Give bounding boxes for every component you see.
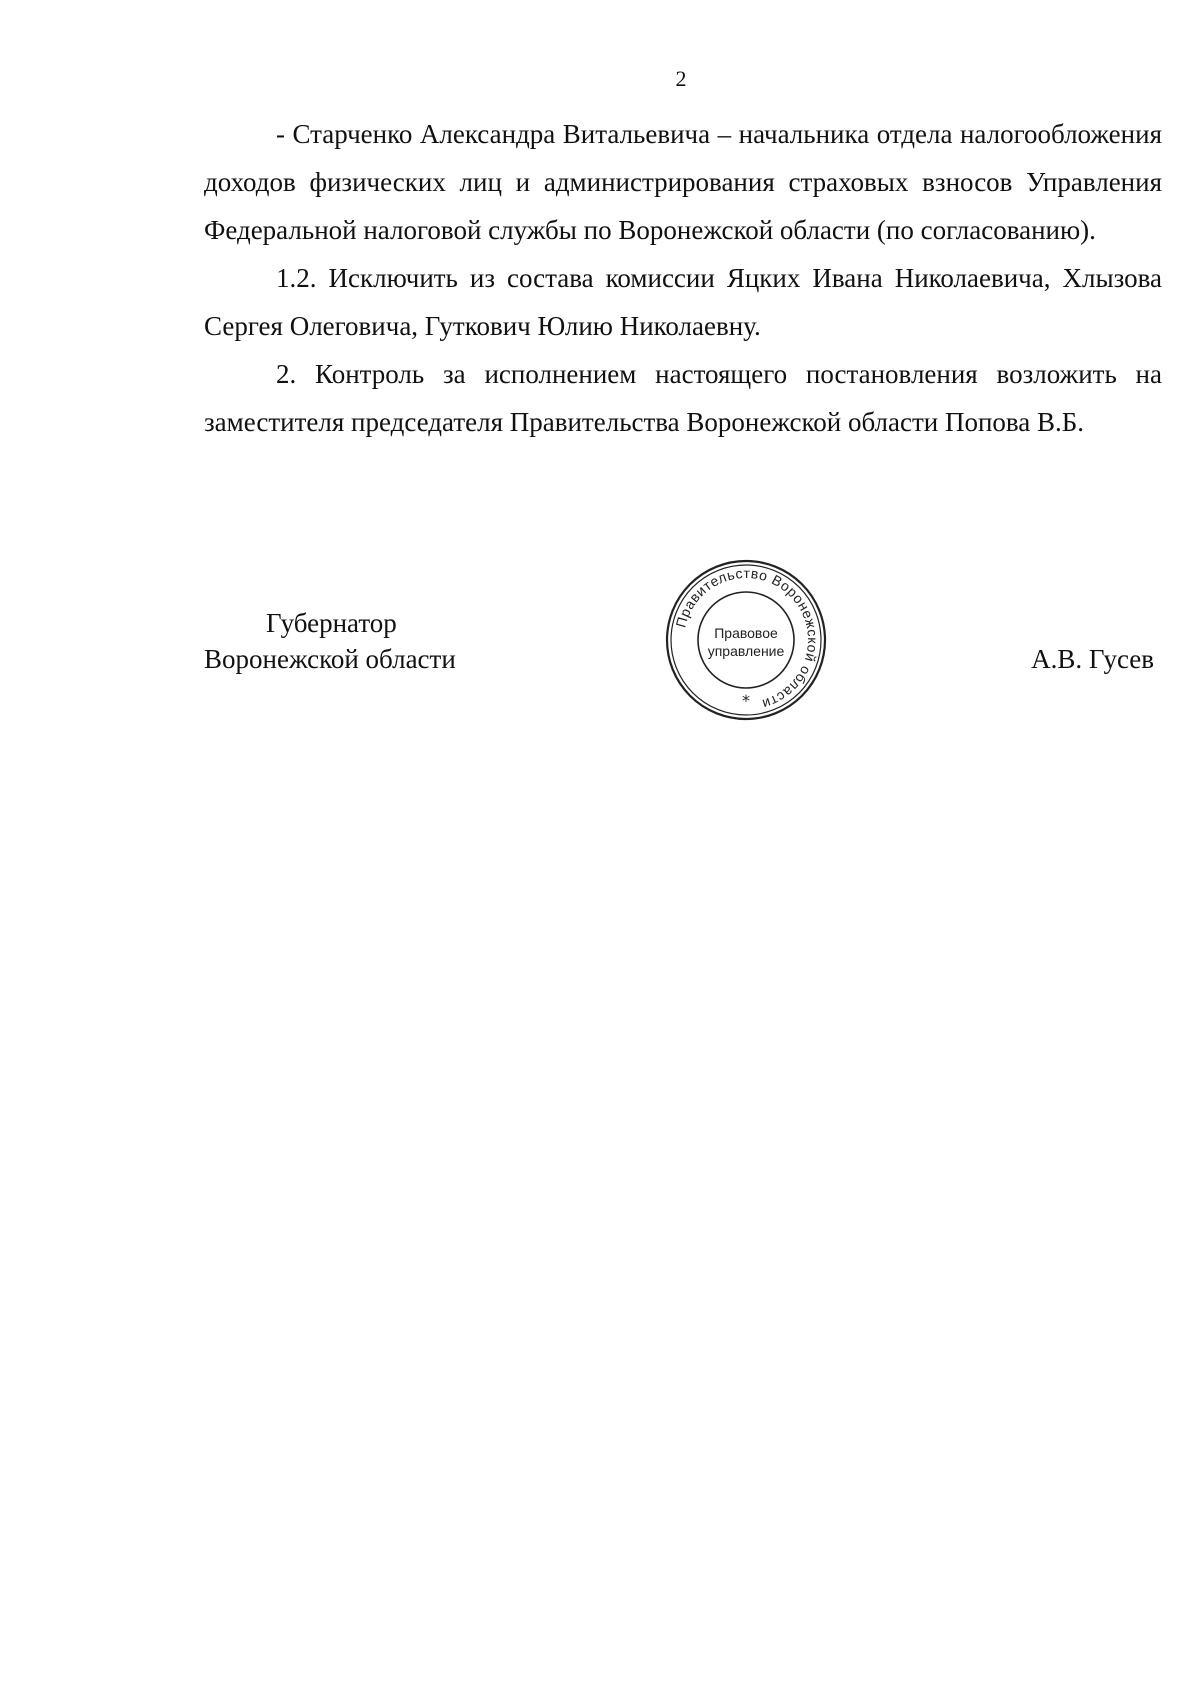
signature-title-line1: Губернатор [266, 608, 397, 638]
stamp-star: * [742, 691, 750, 710]
stamp-center-line1: Правовое [714, 625, 778, 641]
stamp-seal-icon [664, 558, 828, 722]
signer-name: А.В. Гусев [1031, 644, 1154, 674]
paragraph-control: 2. Контроль за исполнением настоящего постановления возложить на заместителя председателя Правительства Воронежской области Попова В.Б. [204, 359, 1162, 437]
document-body [204, 110, 1162, 446]
stamp-ring-text: Правительство Воронежской области [672, 564, 822, 713]
official-stamp [664, 558, 828, 722]
stamp-center-line2: управление [707, 643, 785, 659]
signature-title-line2: Воронежской области [204, 644, 456, 674]
signature-title [204, 605, 456, 677]
paragraph-member-addition: - Старченко Александра Витальевича – начальника отдела налогообложения доходов физических лиц и администрирования страховых взносов Управления Федеральной налоговой службы по Воронежской области (по согласованию). [204, 119, 1162, 245]
page-number: 2 [675, 66, 687, 91]
paragraph-member-exclusion: 1.2. Исключить из состава комиссии Яцких Ивана Николаевича, Хлызова Сергея Олеговича, Гуткович Юлию Николаевну. [204, 263, 1162, 341]
